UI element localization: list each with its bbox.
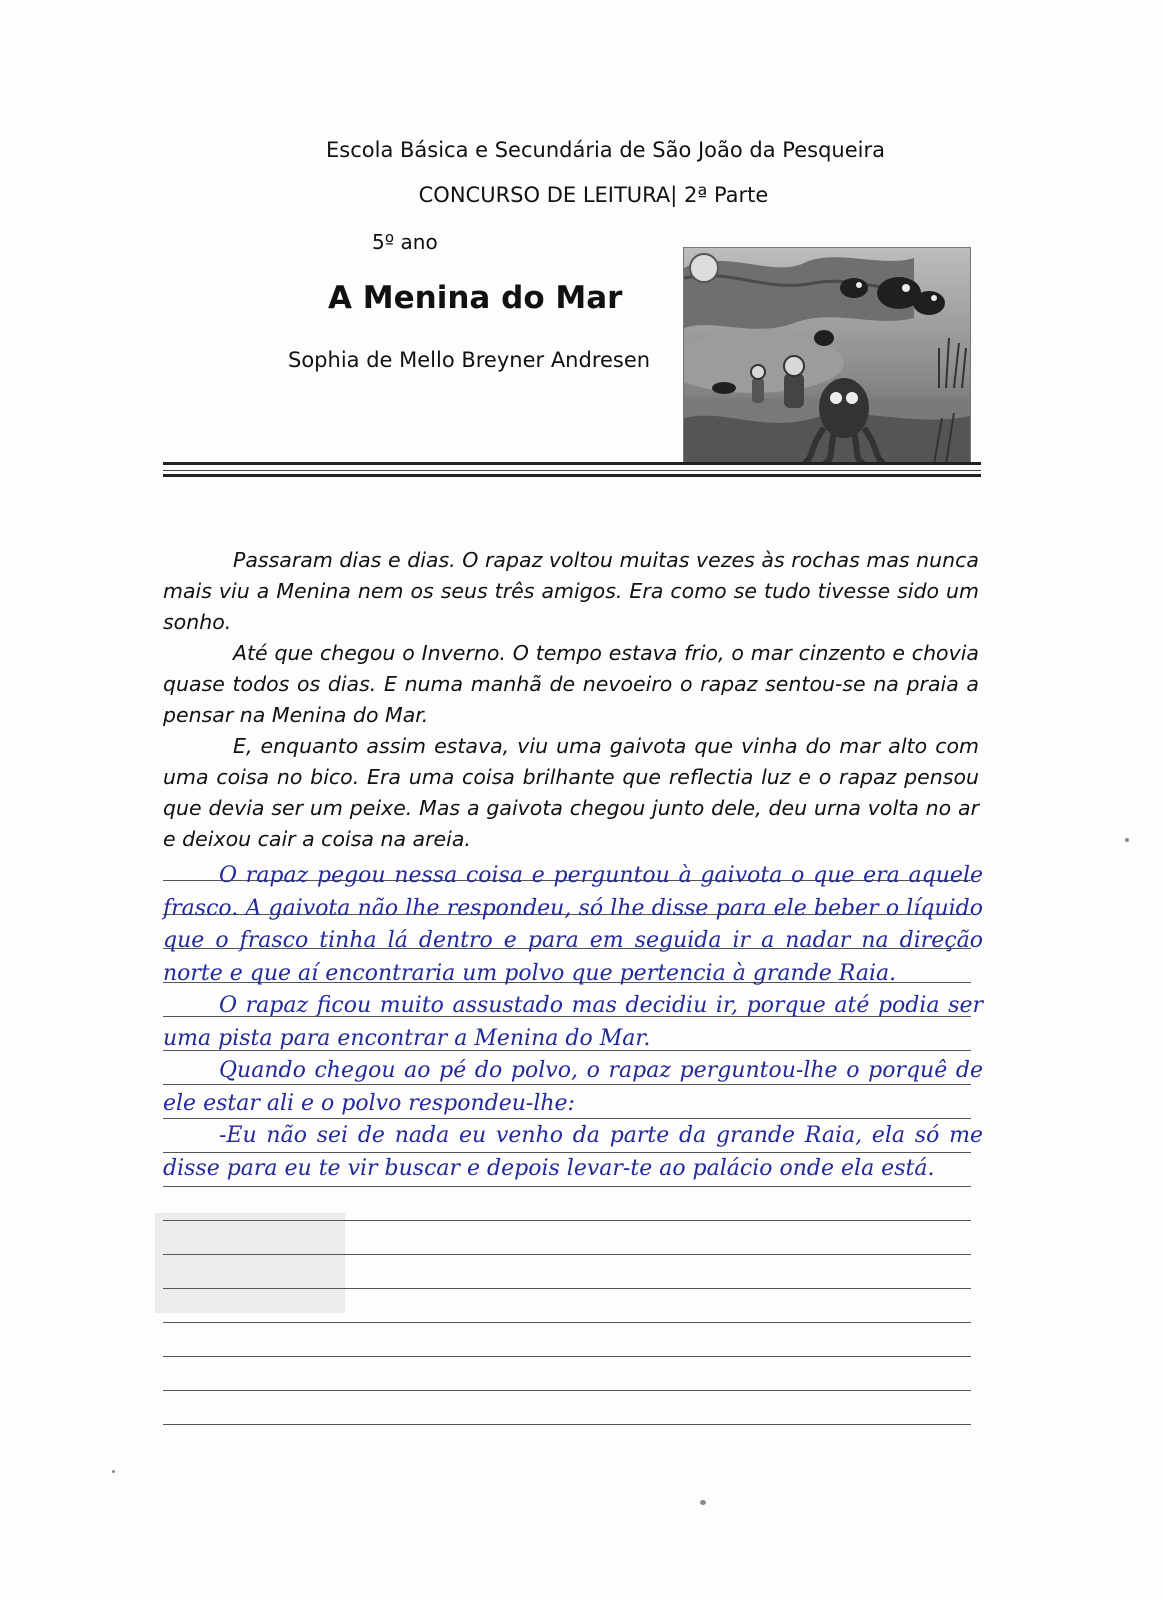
book-author: Sophia de Mello Breyner Andresen	[288, 348, 651, 372]
ruled-line	[163, 1288, 971, 1289]
printed-paragraph: E, enquanto assim estava, viu uma gaivota que vinha do mar alto com uma coisa no bico. Era uma coisa brilhante que reflectia luz e o rapaz pensou que devia ser um peixe. Mas a gaivota chegou junto dele, deu urna volta no ar e deixou cair a coisa na areia.	[163, 734, 979, 851]
school-name: Escola Básica e Secundária de São João da Pesqueira	[326, 138, 885, 162]
scan-speck	[700, 1500, 706, 1505]
printed-paragraph: Passaram dias e dias. O rapaz voltou muitas vezes às rochas mas nunca mais viu a Menina nem os seus três amigos. Era como se tudo tivesse sido um sonho.	[163, 548, 979, 634]
ruled-line	[163, 1356, 971, 1357]
handwritten-paragraph: O rapaz pegou nessa coisa e perguntou à gaivota o que era aquele frasco. A gaivota não lhe respondeu, só lhe disse para ele beber o líquido que o frasco tinha lá dentro e para em seguida ir a nadar na direção norte e que aí encontraria um polvo que pertencia à grande Raia.	[163, 863, 983, 986]
ruled-line	[163, 1322, 971, 1323]
ruled-line	[163, 1254, 971, 1255]
handwritten-continuation	[163, 860, 983, 1185]
scan-speck	[1125, 838, 1129, 842]
scan-speck	[112, 1470, 115, 1473]
ruled-line	[163, 1424, 971, 1425]
ruled-line	[163, 1390, 971, 1391]
divider-thin	[163, 470, 981, 471]
scan-shadow	[155, 1213, 345, 1313]
handwritten-paragraph: -Eu não sei de nada eu venho da parte da grande Raia, ela só me disse para eu te vir buscar e depois levar-te ao palácio onde ela está.	[163, 1123, 983, 1181]
grade-label: 5º ano	[372, 230, 438, 254]
contest-title: CONCURSO DE LEITURA| 2ª Parte	[418, 183, 769, 207]
printed-paragraph: Até que chegou o Inverno. O tempo estava frio, o mar cinzento e chovia quase todos os dias. E numa manhã de nevoeiro o rapaz sentou-se na praia a pensar na Menina do Mar.	[163, 641, 979, 727]
ruled-line	[163, 1220, 971, 1221]
divider-thick-top	[163, 462, 981, 465]
book-title: A Menina do Mar	[328, 280, 623, 316]
handwritten-paragraph: Quando chegou ao pé do polvo, o rapaz perguntou-lhe o porquê de ele estar ali e o polvo respondeu-lhe:	[163, 1058, 983, 1116]
divider-thick-bottom	[163, 474, 981, 477]
underwater-illustration	[683, 247, 971, 465]
handwritten-paragraph: O rapaz ficou muito assustado mas decidiu ir, porque até podia ser uma pista para encontrar a Menina do Mar.	[163, 993, 983, 1051]
printed-excerpt	[163, 545, 979, 855]
ruled-line	[163, 1186, 971, 1187]
